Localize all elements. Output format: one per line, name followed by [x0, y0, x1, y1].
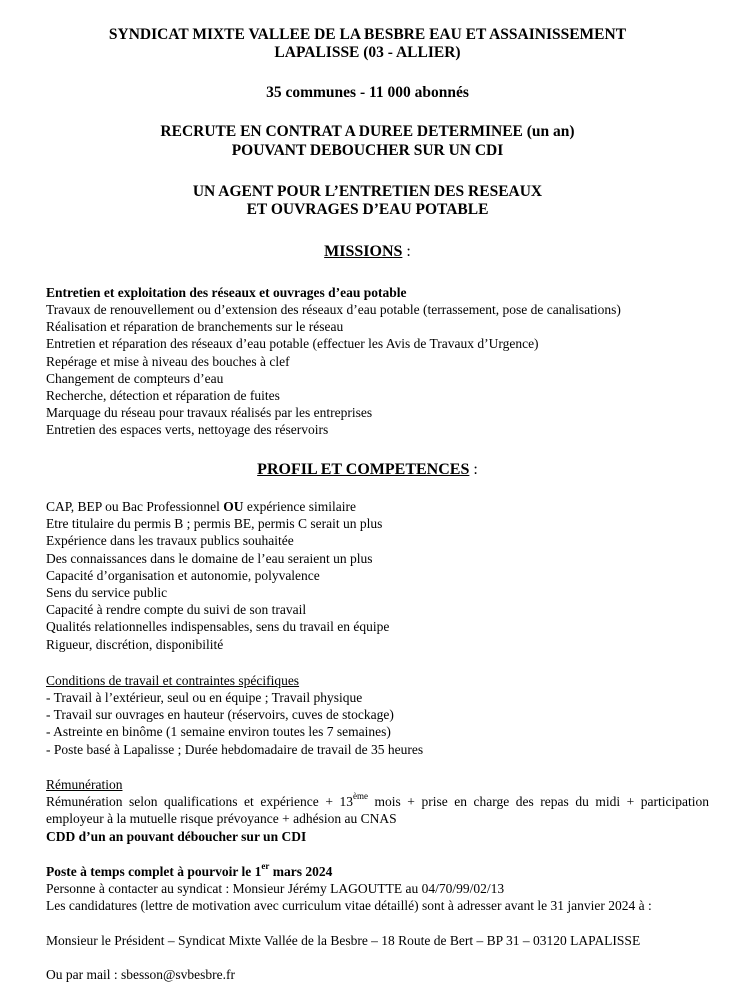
missions-list — [46, 301, 621, 439]
list-item: Capacité à rendre compte du suivi de son travail — [46, 602, 307, 618]
list-item: Entretien des espaces verts, nettoyage des réservoirs — [46, 422, 329, 438]
remuneration-superscript: ème — [352, 790, 368, 801]
list-item: - Travail à l’extérieur, seul ou en équipe ; Travail physique — [46, 690, 363, 705]
missions-colon: : — [402, 243, 411, 260]
list-item: - Poste basé à Lapalisse ; Durée hebdomadaire de travail de 35 heures — [46, 741, 424, 757]
profile-list — [46, 498, 389, 653]
missions-title: MISSIONS — [324, 243, 403, 260]
list-item: Travaux de renouvellement ou d’extension des réseaux d’eau potable (terrassement, pose de canalisations) — [46, 302, 621, 317]
conditions-title: Conditions de travail et contraintes spécifiques — [46, 673, 300, 688]
list-item: Des connaissances dans le domaine de l’eau seraient un plus — [46, 550, 373, 566]
list-item: Recherche, détection et réparation de fuites — [46, 388, 280, 404]
remuneration-text — [46, 790, 710, 827]
cdd-note: CDD d’un an pouvant déboucher sur un CDI — [46, 829, 307, 844]
contract-type-line1: RECRUTE EN CONTRAT A DUREE DETERMINEE (un an) — [160, 123, 575, 140]
list-item: Sens du service public — [46, 585, 168, 601]
list-item: Entretien et réparation des réseaux d’eau potable (effectuer les Avis de Travaux d’Urgence) — [46, 336, 539, 352]
organization-location: LAPALISSE (03 - ALLIER) — [274, 44, 461, 61]
start-date-superscript: er — [261, 860, 270, 871]
list-item: Rigueur, discrétion, disponibilité — [46, 636, 224, 652]
list-item: - Astreinte en binôme (1 semaine environ toutes les 7 semaines) — [46, 724, 391, 740]
contact-email: Ou par mail : sbesson@svbesbre.fr — [46, 967, 236, 982]
list-item: Etre titulaire du permis B ; permis BE, permis C serait un plus — [46, 516, 383, 532]
profile-heading — [0, 461, 735, 479]
profile-colon: : — [469, 461, 478, 478]
remuneration-text-a: Rémunération selon qualifications et expérience + 13 — [46, 794, 353, 809]
list-item: Qualités relationnelles indispensables, sens du travail en équipe — [46, 619, 390, 635]
list-item: Expérience dans les travaux publics souhaitée — [46, 533, 294, 549]
start-date — [46, 860, 333, 880]
profile-item-text: CAP, BEP ou Bac Professionnel — [46, 499, 224, 514]
organization-name: SYNDICAT MIXTE VALLEE DE LA BESBRE EAU ET ASSAINISSEMENT — [108, 26, 627, 43]
contact-person: Personne à contacter au syndicat : Monsieur Jérémy LAGOUTTE au 04/70/99/02/13 — [46, 881, 505, 896]
start-date-text-b: mars 2024 — [269, 864, 333, 879]
list-item: Capacité d’organisation et autonomie, polyvalence — [46, 567, 320, 583]
list-item: Réalisation et réparation de branchements sur le réseau — [46, 319, 344, 335]
missions-subtitle: Entretien et exploitation des réseaux et ouvrages d’eau potable — [46, 285, 407, 300]
missions-heading — [0, 243, 735, 261]
profile-item-text: expérience similaire — [243, 499, 356, 514]
remuneration-text-b: mois + prise en charge des repas du midi + participation employeur à la mutuelle risque prévoyance + adhésion au CNAS — [46, 794, 710, 827]
contract-type-line2: POUVANT DEBOUCHER SUR UN CDI — [231, 142, 504, 159]
position-title-line1: UN AGENT POUR L’ENTRETIEN DES RESEAUX — [192, 183, 543, 200]
list-item: Marquage du réseau pour travaux réalisés par les entreprises — [46, 405, 373, 421]
profile-title: PROFIL ET COMPETENCES — [257, 461, 470, 478]
postal-address: Monsieur le Président – Syndicat Mixte Vallée de la Besbre – 18 Route de Bert – BP 31 – 03120 LAPALISSE — [46, 933, 641, 948]
list-item: Repérage et mise à niveau des bouches à clef — [46, 353, 290, 369]
list-item — [46, 498, 389, 515]
application-instructions: Les candidatures (lettre de motivation avec curriculum vitae détaillé) sont à adresser avant le 31 janvier 2024 à : — [46, 898, 652, 913]
profile-item-emphasis: OU — [223, 499, 244, 514]
remuneration-title: Rémunération — [46, 777, 123, 792]
organization-stats: 35 communes - 11 000 abonnés — [266, 84, 469, 101]
start-date-text-a: Poste à temps complet à pourvoir le 1 — [46, 864, 262, 879]
position-title-line2: ET OUVRAGES D’EAU POTABLE — [246, 201, 489, 218]
list-item: Changement de compteurs d’eau — [46, 370, 224, 386]
conditions-list — [46, 689, 423, 758]
list-item: - Travail sur ouvrages en hauteur (réservoirs, cuves de stockage) — [46, 707, 394, 723]
